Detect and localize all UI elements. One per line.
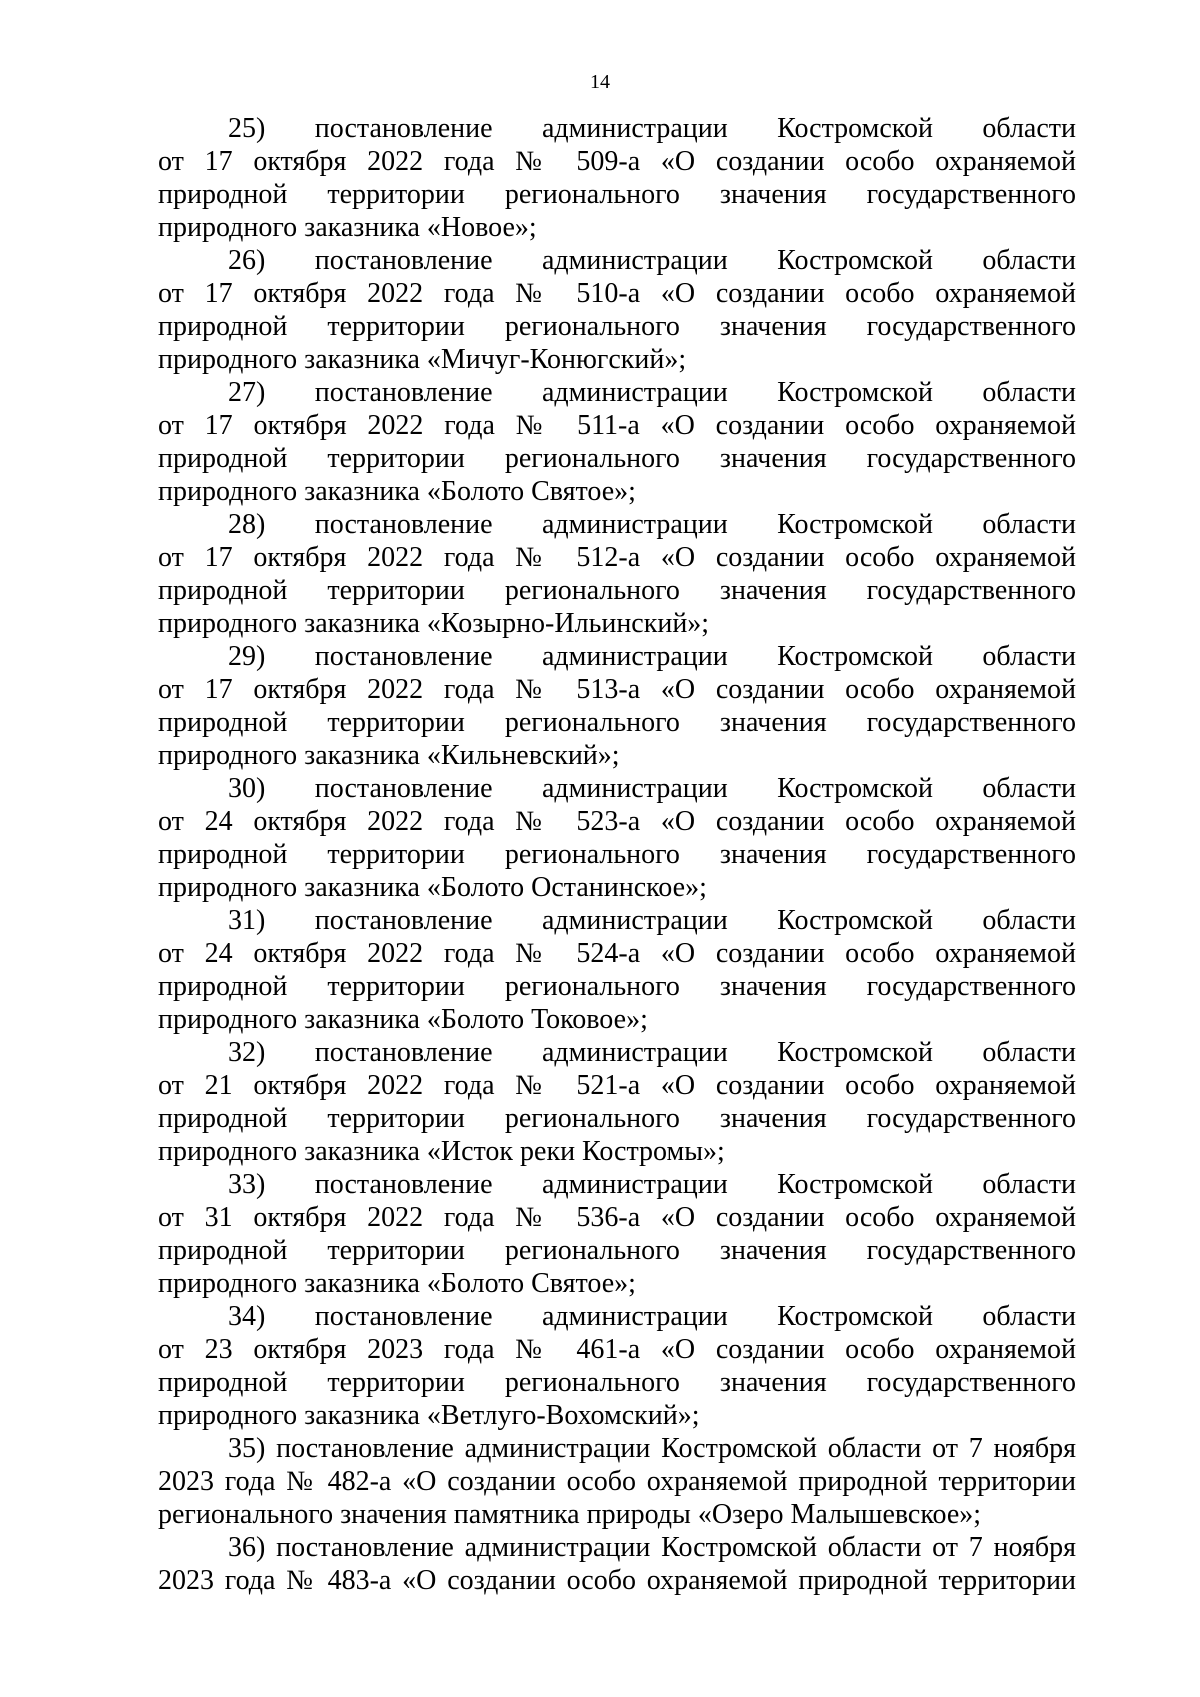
text-line: от 31 октября 2022 года № 536-а «О создании особо охраняемой	[158, 1202, 1076, 1233]
text-line: природного заказника «Козырно-Ильинский»;	[158, 608, 710, 639]
text-line: от 17 октября 2022 года № 512-а «О создании особо охраняемой	[158, 542, 1076, 573]
list-item	[158, 904, 1076, 1036]
text-line: от 23 октября 2023 года № 461-а «О создании особо охраняемой	[158, 1334, 1076, 1365]
text-line: природной территории регионального значения государственного	[158, 311, 1076, 342]
text-line: 2023 года № 483-а «О создании особо охраняемой природной территории	[158, 1565, 1076, 1596]
text-line: природного заказника «Исток реки Костромы»;	[158, 1136, 725, 1167]
text-line: природного заказника «Ветлуго-Вохомский»;	[158, 1400, 700, 1431]
text-line: от 24 октября 2022 года № 524-а «О создании особо охраняемой	[158, 938, 1076, 969]
text-line: 29) постановление администрации Костромской области	[228, 641, 1076, 672]
text-line: природной территории регионального значения государственного	[158, 1235, 1076, 1266]
text-line: природной территории регионального значения государственного	[158, 1103, 1076, 1134]
text-line: регионального значения памятника природы «Озеро Малышевское»;	[158, 1499, 982, 1530]
text-line: 34) постановление администрации Костромской области	[228, 1301, 1076, 1332]
text-line: природной территории регионального значения государственного	[158, 575, 1076, 606]
list-item	[158, 772, 1076, 904]
text-line: от 17 октября 2022 года № 511-а «О создании особо охраняемой	[158, 410, 1076, 441]
text-line: природного заказника «Болото Святое»;	[158, 476, 636, 507]
text-line: 31) постановление администрации Костромской области	[228, 905, 1076, 936]
text-line: природной территории регионального значения государственного	[158, 707, 1076, 738]
list-item	[158, 1531, 1076, 1597]
text-line: природной территории регионального значения государственного	[158, 839, 1076, 870]
text-line: природного заказника «Кильневский»;	[158, 740, 620, 771]
document-body	[158, 112, 1076, 1597]
text-line: природной территории регионального значения государственного	[158, 179, 1076, 210]
text-line: от 17 октября 2022 года № 513-а «О создании особо охраняемой	[158, 674, 1076, 705]
text-line: от 17 октября 2022 года № 510-а «О создании особо охраняемой	[158, 278, 1076, 309]
text-line: 28) постановление администрации Костромской области	[228, 509, 1076, 540]
text-line: природного заказника «Мичуг-Конюгский»;	[158, 344, 687, 375]
text-line: 26) постановление администрации Костромской области	[228, 245, 1076, 276]
text-line: 25) постановление администрации Костромской области	[228, 113, 1076, 144]
text-line: 35) постановление администрации Костромской области от 7 ноября	[228, 1433, 1076, 1464]
text-line: от 21 октября 2022 года № 521-а «О создании особо охраняемой	[158, 1070, 1076, 1101]
list-item	[158, 112, 1076, 244]
text-line: природного заказника «Болото Останинское»;	[158, 872, 707, 903]
text-line: от 17 октября 2022 года № 509-а «О создании особо охраняемой	[158, 146, 1076, 177]
list-item	[158, 1300, 1076, 1432]
text-line: 32) постановление администрации Костромской области	[228, 1037, 1076, 1068]
text-line: природного заказника «Болото Святое»;	[158, 1268, 636, 1299]
text-line: 36) постановление администрации Костромской области от 7 ноября	[228, 1532, 1076, 1563]
list-item	[158, 1036, 1076, 1168]
list-item	[158, 376, 1076, 508]
text-line: природной территории регионального значения государственного	[158, 443, 1076, 474]
list-item	[158, 1432, 1076, 1531]
list-item	[158, 508, 1076, 640]
list-item	[158, 244, 1076, 376]
text-line: 27) постановление администрации Костромской области	[228, 377, 1076, 408]
page-number: 14	[590, 71, 610, 93]
text-line: природной территории регионального значения государственного	[158, 971, 1076, 1002]
text-line: природной территории регионального значения государственного	[158, 1367, 1076, 1398]
list-item	[158, 1168, 1076, 1300]
text-line: 2023 года № 482-а «О создании особо охраняемой природной территории	[158, 1466, 1076, 1497]
text-line: 30) постановление администрации Костромской области	[228, 773, 1076, 804]
text-line: природного заказника «Новое»;	[158, 212, 537, 243]
text-line: 33) постановление администрации Костромской области	[228, 1169, 1076, 1200]
text-line: природного заказника «Болото Токовое»;	[158, 1004, 648, 1035]
text-line: от 24 октября 2022 года № 523-а «О создании особо охраняемой	[158, 806, 1076, 837]
list-item	[158, 640, 1076, 772]
